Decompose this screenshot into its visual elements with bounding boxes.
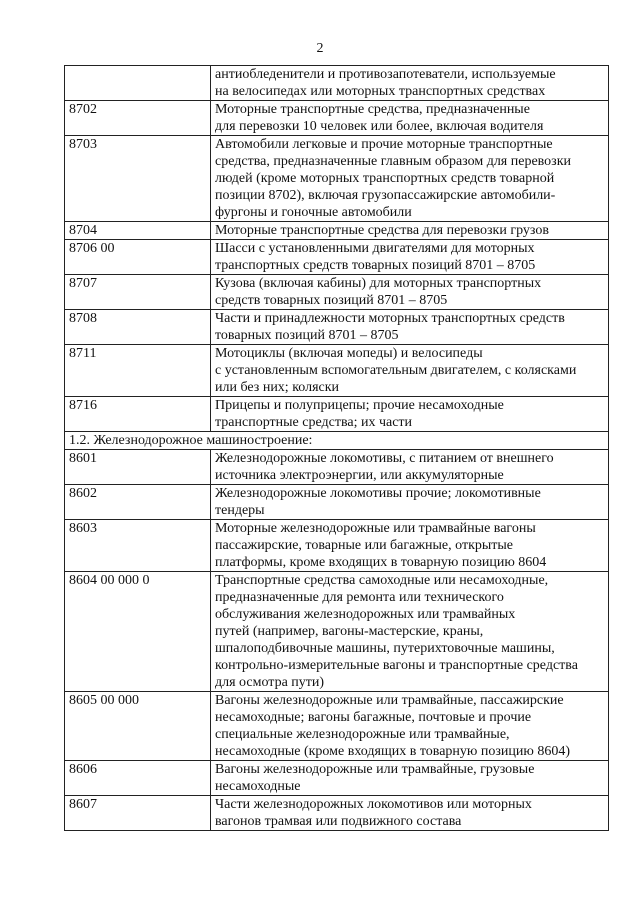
description-line: средства, предназначенные главным образом для перевозки bbox=[215, 154, 572, 169]
code-cell: 8602 bbox=[65, 485, 211, 520]
description-line: несамоходные bbox=[215, 779, 301, 794]
description-line: транспортных средств товарных позиций 8701 – 8705 bbox=[215, 258, 536, 273]
code-cell: 8706 00 bbox=[65, 240, 211, 275]
description-line: с установленным вспомогательным двигателем, с колясками bbox=[215, 363, 577, 378]
description-cell bbox=[211, 310, 609, 345]
description-line: специальные железнодорожные или трамвайные, bbox=[215, 727, 510, 742]
code-cell: 8604 00 000 0 bbox=[65, 572, 211, 692]
description-line: для осмотра пути) bbox=[215, 675, 325, 690]
description-cell bbox=[211, 101, 609, 136]
description-line: путей (например, вагоны-мастерские, краны, bbox=[215, 624, 484, 639]
code-cell: 8605 00 000 bbox=[65, 692, 211, 761]
description-cell bbox=[211, 485, 609, 520]
description-cell bbox=[211, 692, 609, 761]
description-line: для перевозки 10 человек или более, включая водителя bbox=[215, 119, 544, 134]
description-cell bbox=[211, 240, 609, 275]
description-line: контрольно-измерительные вагоны и транспортные средства bbox=[215, 658, 578, 673]
description-cell bbox=[211, 397, 609, 432]
description-line: вагонов трамвая или подвижного состава bbox=[215, 814, 462, 829]
section-heading: 1.2. Железнодорожное машиностроение: bbox=[65, 432, 609, 450]
code-cell: 8603 bbox=[65, 520, 211, 572]
table-row bbox=[65, 450, 609, 485]
description-line: платформы, кроме входящих в товарную позицию 8604 bbox=[215, 555, 547, 570]
code-cell: 8607 bbox=[65, 796, 211, 831]
description-line: несамоходные; вагоны багажные, почтовые и прочие bbox=[215, 710, 532, 725]
description-line: Железнодорожные локомотивы прочие; локомотивные bbox=[215, 486, 541, 501]
description-cell bbox=[211, 450, 609, 485]
table-row bbox=[65, 275, 609, 310]
description-line: на велосипедах или моторных транспортных средствах bbox=[215, 84, 546, 99]
description-line: Моторные железнодорожные или трамвайные вагоны bbox=[215, 521, 536, 536]
description-cell bbox=[211, 136, 609, 222]
table-row bbox=[65, 520, 609, 572]
code-cell: 8707 bbox=[65, 275, 211, 310]
description-line: Части железнодорожных локомотивов или моторных bbox=[215, 797, 532, 812]
code-cell: 8601 bbox=[65, 450, 211, 485]
description-cell bbox=[211, 572, 609, 692]
product-codes-table bbox=[64, 65, 609, 831]
code-cell: 8702 bbox=[65, 101, 211, 136]
description-line: Мотоциклы (включая мопеды) и велосипеды bbox=[215, 346, 483, 361]
code-cell: 8716 bbox=[65, 397, 211, 432]
description-line: шпалоподбивочные машины, путерихтовочные машины, bbox=[215, 641, 555, 656]
description-line: фургоны и гоночные автомобили bbox=[215, 205, 412, 220]
description-line: Кузова (включая кабины) для моторных транспортных bbox=[215, 276, 542, 291]
table-row bbox=[65, 572, 609, 692]
code-cell: 8711 bbox=[65, 345, 211, 397]
table-row bbox=[65, 222, 609, 240]
description-line: средств товарных позиций 8701 – 8705 bbox=[215, 293, 448, 308]
description-line: источника электроэнергии, или аккумуляторные bbox=[215, 468, 504, 483]
description-line: Вагоны железнодорожные или трамвайные, грузовые bbox=[215, 762, 535, 777]
table-row bbox=[65, 240, 609, 275]
description-line: транспортные средства; их части bbox=[215, 415, 413, 430]
section-row bbox=[65, 432, 609, 450]
description-line: Части и принадлежности моторных транспортных средств bbox=[215, 311, 565, 326]
table-row bbox=[65, 136, 609, 222]
table-row bbox=[65, 692, 609, 761]
table-row bbox=[65, 485, 609, 520]
description-line: Вагоны железнодорожные или трамвайные, пассажирские bbox=[215, 693, 564, 708]
description-line: или без них; коляски bbox=[215, 380, 340, 395]
table-row bbox=[65, 66, 609, 101]
description-cell bbox=[211, 222, 609, 240]
description-line: несамоходные (кроме входящих в товарную позицию 8604) bbox=[215, 744, 570, 759]
table-row bbox=[65, 796, 609, 831]
code-cell: 8606 bbox=[65, 761, 211, 796]
table-row bbox=[65, 761, 609, 796]
description-line: Моторные транспортные средства для перевозки грузов bbox=[215, 223, 549, 238]
description-cell bbox=[211, 761, 609, 796]
description-cell bbox=[211, 275, 609, 310]
description-line: предназначенные для ремонта или технического bbox=[215, 590, 504, 605]
description-line: Железнодорожные локомотивы, с питанием от внешнего bbox=[215, 451, 554, 466]
description-cell bbox=[211, 345, 609, 397]
description-cell bbox=[211, 796, 609, 831]
table-row bbox=[65, 101, 609, 136]
description-cell bbox=[211, 66, 609, 101]
page-number: 2 bbox=[316, 41, 324, 56]
description-line: Моторные транспортные средства, предназначенные bbox=[215, 102, 530, 117]
table-row bbox=[65, 397, 609, 432]
description-line: людей (кроме моторных транспортных средств товарной bbox=[215, 171, 555, 186]
description-line: Автомобили легковые и прочие моторные транспортные bbox=[215, 137, 553, 152]
description-line: товарных позиций 8701 – 8705 bbox=[215, 328, 399, 343]
description-line: тендеры bbox=[215, 503, 265, 518]
table-row bbox=[65, 310, 609, 345]
description-line: Транспортные средства самоходные или несамоходные, bbox=[215, 573, 549, 588]
code-cell bbox=[65, 66, 211, 101]
description-line: обслуживания железнодорожных или трамвайных bbox=[215, 607, 516, 622]
table-body bbox=[65, 66, 609, 831]
description-line: пассажирские, товарные или багажные, открытые bbox=[215, 538, 514, 553]
description-cell bbox=[211, 520, 609, 572]
description-line: Шасси с установленными двигателями для моторных bbox=[215, 241, 535, 256]
code-cell: 8708 bbox=[65, 310, 211, 345]
code-cell: 8703 bbox=[65, 136, 211, 222]
description-line: Прицепы и полуприцепы; прочие несамоходные bbox=[215, 398, 504, 413]
description-line: позиции 8702), включая грузопассажирские автомобили- bbox=[215, 188, 556, 203]
table-row bbox=[65, 345, 609, 397]
description-line: антиобледенители и противозапотеватели, используемые bbox=[215, 67, 556, 82]
code-cell: 8704 bbox=[65, 222, 211, 240]
